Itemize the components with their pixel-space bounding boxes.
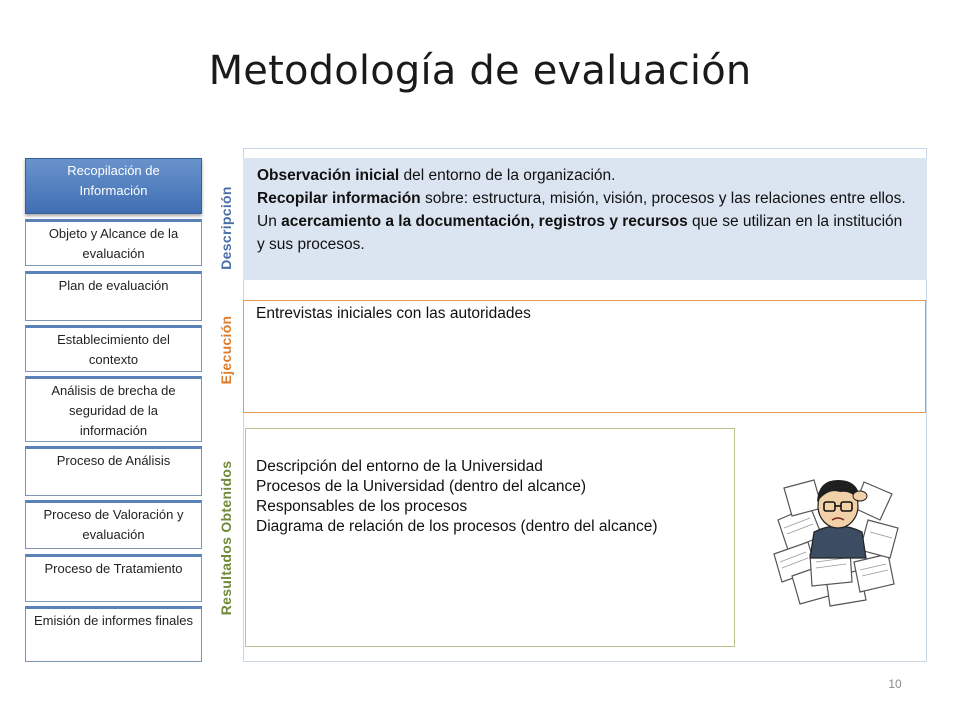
sidebar-item-label: Objeto y Alcance de la evaluación (48, 226, 179, 261)
sidebar-item-label: Emisión de informes finales (34, 613, 193, 628)
paperwork-person-illustration (770, 458, 905, 608)
sidebar-item-label: Análisis de brecha de seguridad de la información (51, 383, 176, 438)
section-label-ejecucion: Ejecución (218, 315, 234, 385)
sidebar-item-proceso-analisis[interactable] (25, 446, 202, 496)
sidebar-item-recopilacion[interactable] (25, 158, 202, 214)
sidebar-item-informes[interactable] (25, 606, 202, 662)
description-line-2: Recopilar información sobre: estructura, misión, visión, procesos y las relaciones entre ellos. (257, 190, 906, 207)
results-box (245, 428, 735, 647)
sidebar-item-label: Proceso de Análisis (56, 453, 171, 468)
results-item: Descripción del entorno de la Universidad (256, 458, 543, 475)
sidebar-item-label: Recopilación de Información (67, 163, 160, 198)
page-number: 10 (888, 677, 902, 691)
sidebar-item-label: Proceso de Tratamiento (44, 561, 183, 576)
description-line-3: Un acercamiento a la documentación, registros y recursos que se utilizan en la institución y sus procesos. (257, 213, 903, 253)
sidebar-item-valoracion[interactable] (25, 500, 202, 549)
section-label-resultados: Resultados Obtenidos (218, 460, 234, 616)
results-item: Diagrama de relación de los procesos (dentro del alcance) (256, 518, 658, 535)
execution-text: Entrevistas iniciales con las autoridades (256, 305, 531, 322)
sidebar-item-analisis-brecha[interactable] (25, 376, 202, 442)
description-line-1: Observación inicial del entorno de la organización. (257, 167, 616, 184)
sidebar-item-objeto-alcance[interactable] (25, 219, 202, 266)
sidebar-item-label: Plan de evaluación (58, 278, 169, 293)
execution-box (243, 300, 926, 413)
page-title: Metodología de evaluación (208, 48, 752, 94)
sidebar-item-contexto[interactable] (25, 325, 202, 372)
sidebar-item-label: Proceso de Valoración y evaluación (43, 507, 184, 542)
sidebar-item-tratamiento[interactable] (25, 554, 202, 602)
sidebar-item-plan[interactable] (25, 271, 202, 321)
sidebar-item-label: Establecimiento del contexto (57, 332, 170, 367)
description-box (243, 158, 927, 280)
results-item: Procesos de la Universidad (dentro del alcance) (256, 478, 586, 495)
section-label-descripcion: Descripción (218, 186, 234, 270)
results-item: Responsables de los procesos (256, 498, 468, 515)
